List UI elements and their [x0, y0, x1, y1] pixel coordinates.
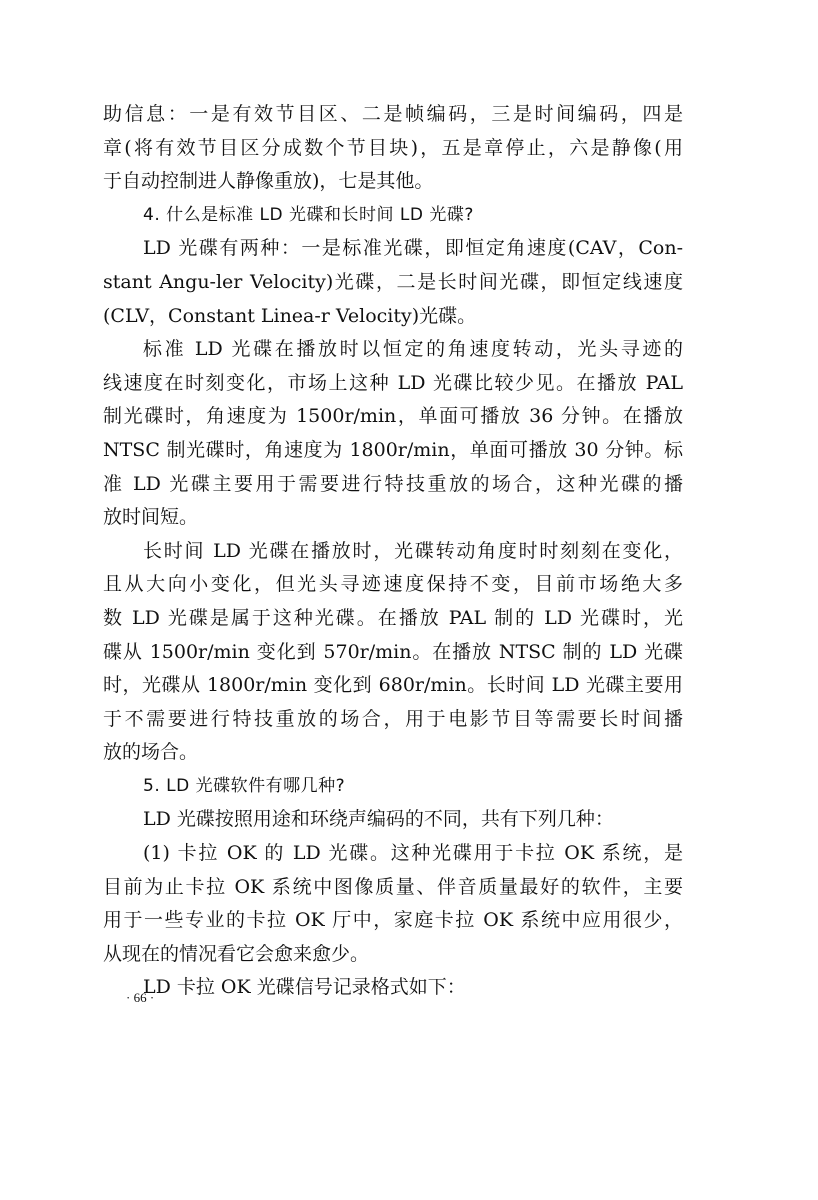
text-line: 数 LD 光碟是属于这种光碟。在播放 PAL 制的 LD 光碟时，光	[103, 606, 683, 629]
text-line: 助信息：一是有效节目区、二是帧编码，三是时间编码，四是	[103, 103, 683, 125]
text-line: (CLV，Constant Linea-r Velocity)光碟。	[103, 304, 477, 327]
text-line: (1) 卡拉 OK 的 LD 光碟。这种光碟用于卡拉 OK 系统，是	[143, 842, 683, 865]
text-line: 于自动控制进人静像重放)，七是其他。	[103, 170, 434, 193]
question-heading: 5. LD 光碟软件有哪几种?	[143, 775, 346, 796]
text-line: LD 光碟有两种：一是标准光碟，即恒定角速度(CAV，Con-	[143, 237, 683, 260]
question-heading: 4. 什么是标准 LD 光碟和长时间 LD 光碟?	[143, 204, 474, 225]
text-line: 放的场合。	[103, 741, 199, 764]
text-line: 准 LD 光碟主要用于需要进行特技重放的场合，这种光碟的播	[103, 472, 683, 495]
text-line: 于不需要进行特技重放的场合，用于电影节目等需要长时间播	[103, 707, 683, 730]
text-line: 碟从 1500r/min 变化到 570r/min。在播放 NTSC 制的 LD 光碟	[103, 640, 683, 663]
text-line: 章(将有效节目区分成数个节目块)，五是章停止，六是静像(用	[103, 136, 683, 159]
text-line: 线速度在时刻变化，市场上这种 LD 光碟比较少见。在播放 PAL	[103, 371, 683, 394]
page-number: · 66 ·	[126, 990, 155, 1005]
page-body	[103, 98, 683, 1005]
text-line: 时，光碟从 1800r/min 变化到 680r/min。长时间 LD 光碟主要用	[103, 674, 683, 697]
text-line: stant Angu-ler Velocity)光碟，二是长时间光碟，即恒定线速度	[103, 270, 683, 293]
text-line: LD 卡拉 OK 光碟信号记录格式如下：	[143, 976, 466, 999]
text-line: NTSC 制光碟时，角速度为 1800r/min，单面可播放 30 分钟。标	[103, 438, 683, 461]
text-line: 目前为止卡拉 OK 系统中图像质量、伴音质量最好的软件，主要	[103, 875, 683, 898]
text-line: 用于一些专业的卡拉 OK 厅中，家庭卡拉 OK 系统中应用很少，	[103, 909, 683, 932]
text-line: 制光碟时，角速度为 1500r/min，单面可播放 36 分钟。在播放	[103, 405, 683, 428]
text-line: 长时间 LD 光碟在播放时，光碟转动角度时时刻刻在变化，	[143, 539, 683, 562]
text-line: 标准 LD 光碟在播放时以恒定的角速度转动，光头寻迹的	[143, 338, 683, 361]
text-line: LD 光碟按照用途和环绕声编码的不同，共有下列几种：	[143, 808, 614, 831]
text-line: 从现在的情况看它会愈来愈少。	[103, 942, 370, 965]
text-line: 放时间短。	[103, 506, 199, 529]
text-line: 且从大向小变化，但光头寻迹速度保持不变，目前市场绝大多	[103, 573, 683, 596]
